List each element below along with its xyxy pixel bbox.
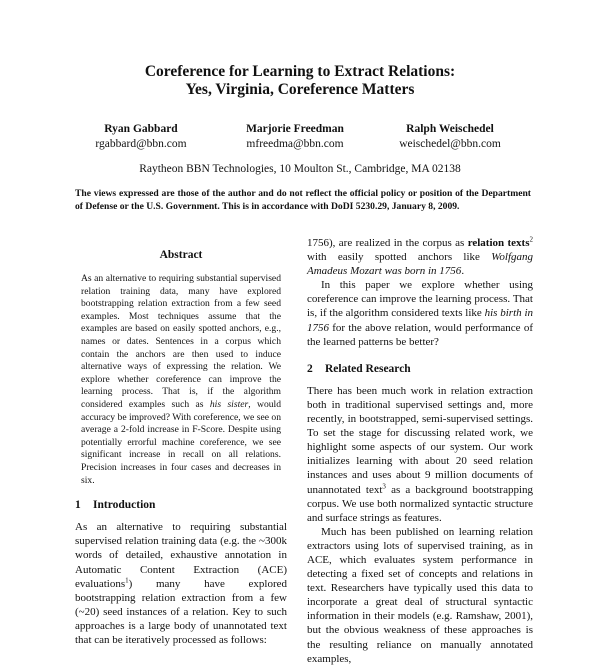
related-paragraph-1: There has been much work in relation extraction both in traditional supervised settings and, more recently, in bootstrapped, semi-supervised settings. To set the stage for discussing related work, we highlight some aspects of our system. Our work initializes learning with about 20 seed relation instances and uses about 9 million documents of unannotated text$^3$ as a background bootstrapping corpus. We use both normalized syntactic structure and surface strings as features. [307,384,534,524]
disclaimer: The views expressed are those of the author and do not reflect the official policy or position of the Department of Defense or the U.S. Government. This is in accordance with DoDI 5230.29, January 8, 2009. [75,188,531,212]
author-name: Ryan Gabbard [104,123,178,135]
section-heading-related-research: 2 Related Research [307,362,411,375]
continued-paragraph: 1756), are realized in the corpus as relation texts$^2$ with easily spotted anchors like Wolfgang Amadeus Mozart was born in 1756. [307,235,533,278]
title-line-2: Yes, Virginia, Coreference Matters [185,81,415,98]
author-email: rgabbard@bbn.com [95,138,187,150]
abstract-text: As an alternative to requiring substantial supervised relation training data, many have explored bootstrapping relation extraction from a few seed examples. Most techniques assume that the examples are based on easily spotted anchors, e.g., names or dates. Sentences in a corpus which contain the anchors are then used to induce alternative ways of expressing the relation. We explore whether coreference can improve the learning process. That is, if the algorithm considered examples such as his sister, would accuracy be improved? With coreference, we see on average a 2-fold increase in F-Score. Despite using potentially errorful machine coreference, we see significant increase in recall on all relations. Precision increases in four cases and decreases in six. [81,273,282,486]
coreference-paragraph: In this paper we explore whether using coreference can improve the learning process. That is, if the algorithm considered texts like his birth in 1756 for the above relation, would performance of the learned patterns be better? [307,279,533,348]
author-name: Marjorie Freedman [246,123,344,135]
affiliation: Raytheon BBN Technologies, 10 Moulton St., Cambridge, MA 02138 [139,163,461,175]
title-line-1: Coreference for Learning to Extract Relations: [144,63,456,80]
author-1 [66,122,216,152]
right-column [307,236,533,666]
intro-paragraph: As an alternative to requiring substantial supervised relation training data (e.g. the ~300k words of detailed, exhaustive annotation in Automatic Content Extraction (ACE) evaluations$^1$) many have explored bootstrapping relation extraction from a few (~20) seed instances of a relation. Key to such approaches is a large body of unannotated text that can be iteratively processed as follows: [75,521,287,647]
left-column [75,248,287,647]
related-paragraph-2: Much has been published on learning relation extractors using lots of supervised training, as in ACE, which evaluates system performance in detecting a fixed set of concepts and relations in text. Researchers have typically used this data to incorporate a great deal of structural syntactic information in their models (e.g. Ramshaw, 2001), but the obvious weakness of these approaches is the resulting reliance on manually annotated examples, [307,525,533,665]
author-name: Ralph Weischedel [406,123,494,135]
paper-title [0,63,600,99]
abstract-heading: Abstract [159,249,203,261]
author-2 [220,122,370,152]
author-email: weischedel@bbn.com [399,138,501,150]
author-email: mfreedma@bbn.com [246,138,344,150]
section-heading-introduction: 1 Introduction [75,499,156,512]
author-3 [375,122,525,152]
